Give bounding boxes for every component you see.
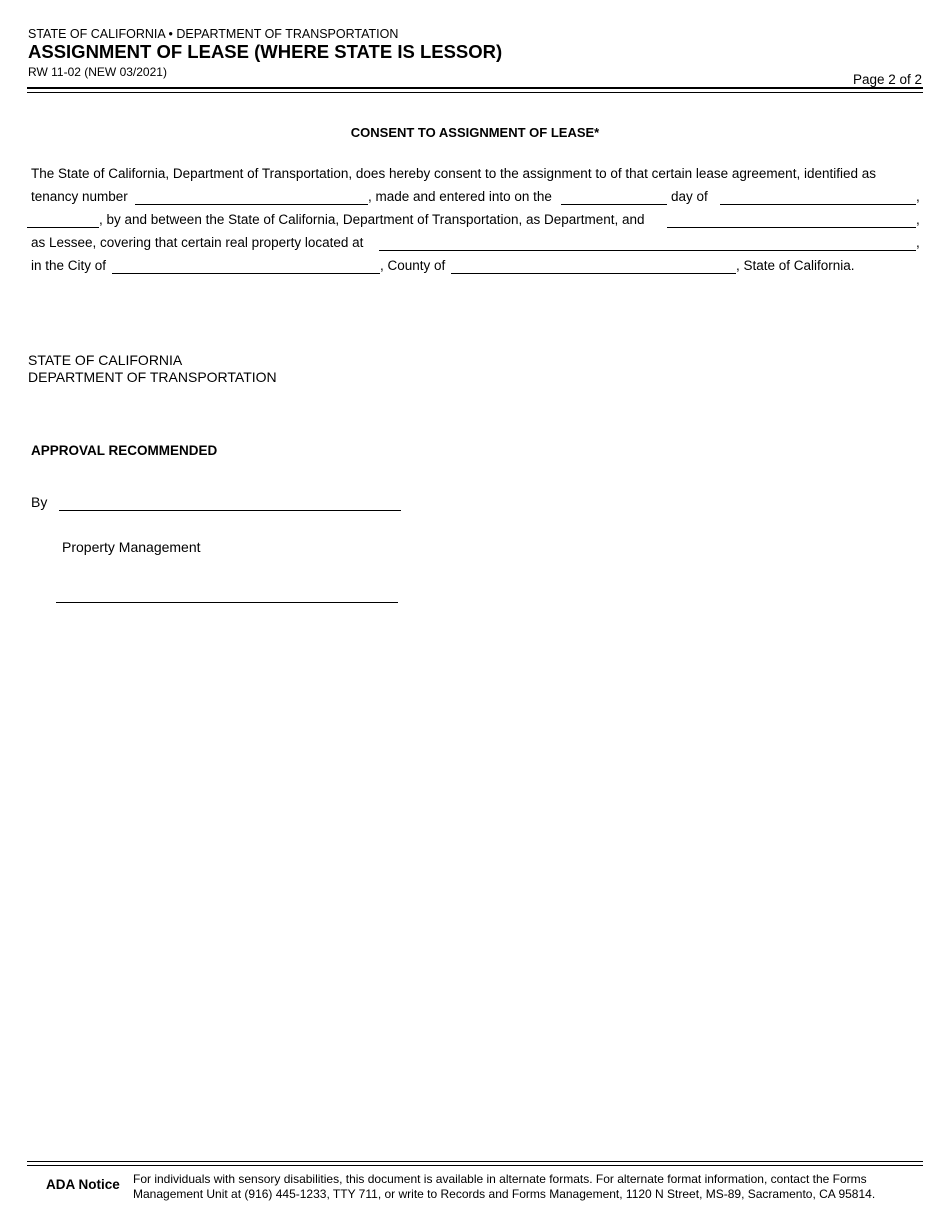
comma: , [916, 189, 920, 204]
between-line [0, 212, 950, 232]
ada-notice-text: For individuals with sensory disabilities, this document is available in alternate formats. For alternate format information, contact the Forms Management Unit at (916) 445-1233, TTY 711, or write to Records and Forms Management, 1120 N Street, MS-89, Sacramento, CA 95814. [133, 1172, 876, 1201]
tenancy-number-field[interactable] [135, 204, 368, 205]
day-of-label: day of [671, 189, 708, 204]
tenancy-line [0, 189, 950, 209]
page-number: Page 2 of 2 [852, 72, 922, 87]
by-label: By [31, 494, 48, 510]
header-rule-bottom [27, 92, 923, 93]
state-label: , State of California. [736, 258, 855, 273]
ada-notice-label: ADA Notice [46, 1177, 120, 1192]
by-signature-field[interactable] [59, 510, 401, 511]
month-field[interactable] [720, 204, 916, 205]
signature-line[interactable] [56, 602, 398, 603]
footer-rule-bottom [27, 1165, 923, 1166]
agency-line: STATE OF CALIFORNIA • DEPARTMENT OF TRANSPORTATION [28, 27, 399, 41]
comma: , [916, 212, 920, 227]
property-location-field[interactable] [379, 250, 916, 251]
city-field[interactable] [112, 273, 380, 274]
made-entered-label: , made and entered into on the [368, 189, 552, 204]
lessee-name-field[interactable] [667, 227, 916, 228]
form-number: RW 11-02 (NEW 03/2021) [28, 65, 167, 79]
consent-heading: CONSENT TO ASSIGNMENT OF LEASE* [350, 125, 600, 140]
lessee-label: as Lessee, covering that certain real property located at [31, 235, 364, 250]
lessee-line [0, 235, 950, 255]
department-label-block: DEPARTMENT OF TRANSPORTATION [28, 369, 277, 385]
approval-recommended-heading: APPROVAL RECOMMENDED [31, 443, 218, 458]
form-title: ASSIGNMENT OF LEASE (WHERE STATE IS LESSOR) [28, 41, 503, 62]
year-field[interactable] [27, 227, 99, 228]
consent-intro-text: The State of California, Department of Transportation, does hereby consent to the assignment to of that certain lease agreement, identified as [31, 166, 876, 181]
tenancy-label: tenancy number [31, 189, 128, 204]
city-label: in the City of [31, 258, 107, 273]
comma: , [916, 235, 920, 250]
county-label: , County of [380, 258, 446, 273]
city-line [0, 258, 950, 278]
header-rule-top [27, 87, 923, 89]
between-label: , by and between the State of California, Department of Transportation, as Department, and [99, 212, 645, 227]
county-field[interactable] [451, 273, 736, 274]
state-label-block: STATE OF CALIFORNIA [28, 352, 183, 368]
property-management-label: Property Management [62, 539, 201, 555]
footer-rule-top [27, 1161, 923, 1162]
day-field[interactable] [561, 204, 667, 205]
